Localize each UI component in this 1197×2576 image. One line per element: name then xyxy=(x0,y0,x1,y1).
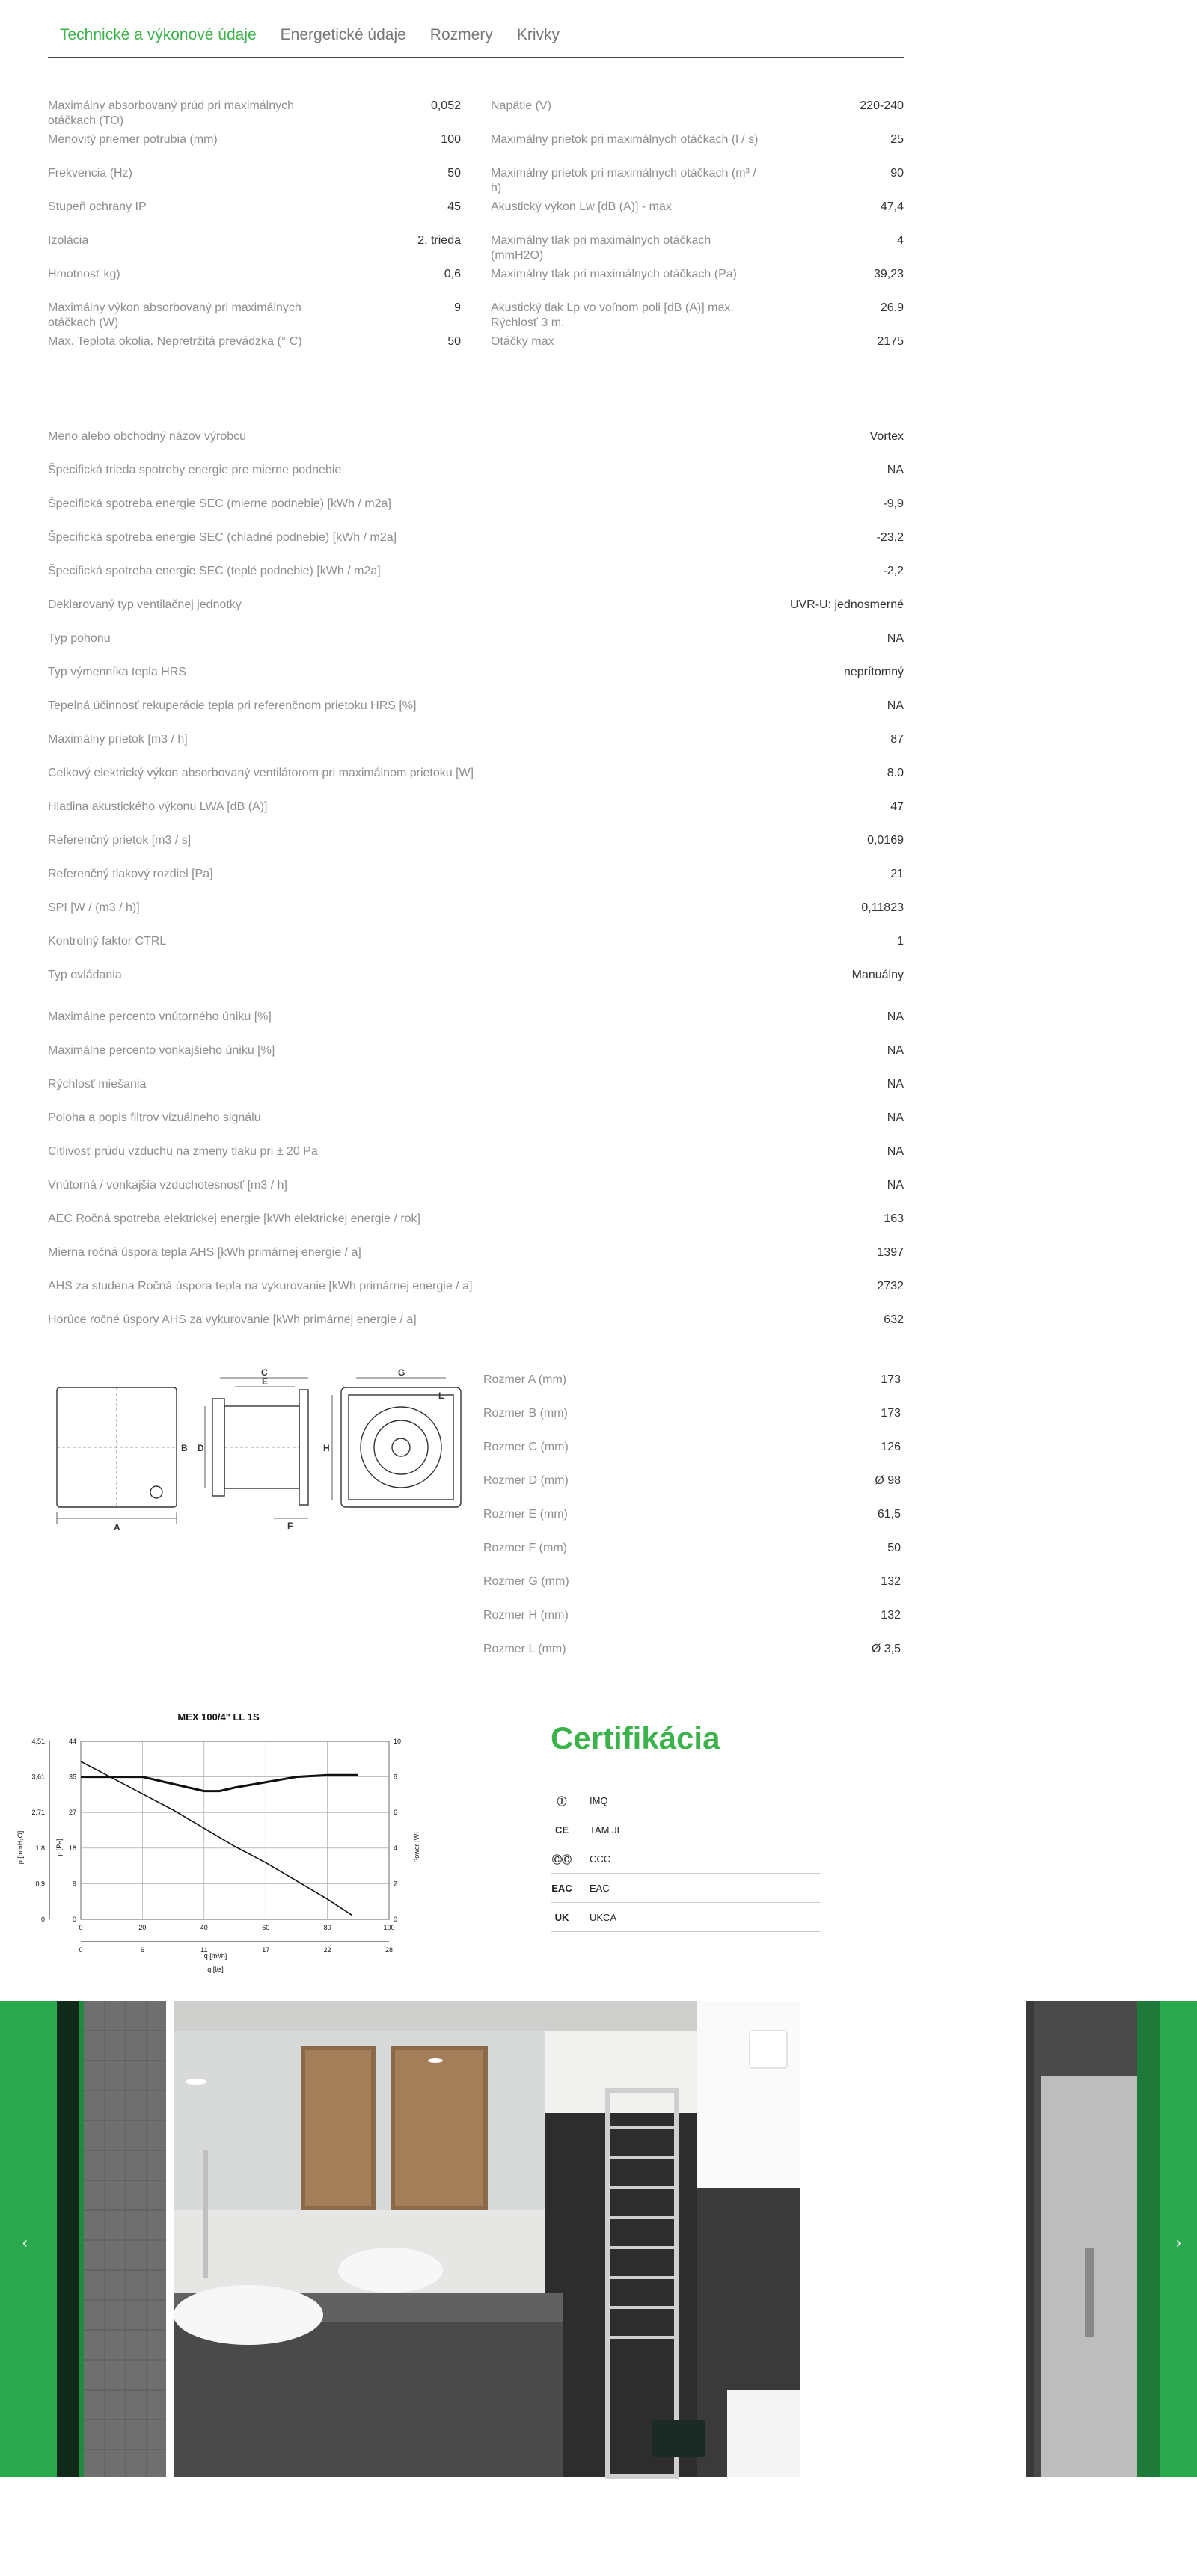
dimension-row-label: Rozmer H (mm) xyxy=(483,1609,569,1622)
spec-row xyxy=(48,267,461,301)
energy-row xyxy=(48,800,904,833)
y2-tick-label: 4 xyxy=(394,1844,398,1852)
dimension-row-label: Rozmer A (mm) xyxy=(483,1373,567,1386)
spec-row xyxy=(48,233,461,267)
energy-row xyxy=(48,699,904,732)
dimension-row-label: Rozmer B (mm) xyxy=(483,1407,568,1420)
energy-row xyxy=(48,1313,904,1346)
spec-row-label: Akustický tlak Lp vo voľnom poli [dB (A)] max. Rýchlosť 3 m. xyxy=(491,301,734,329)
certification-label: IMQ xyxy=(590,1794,608,1806)
energy-row-label: Vnútorná / vonkajšia vzduchotesnosť [m3 / h] xyxy=(48,1179,287,1192)
y-mm-tick-label: 1,8 xyxy=(35,1844,45,1852)
energy-row-label: Maximálne percento vonkajšieho úniku [%] xyxy=(48,1044,275,1057)
tab-energy[interactable]: Energetické údaje xyxy=(280,26,406,43)
energy-row-value: NA xyxy=(887,464,904,476)
ukca-icon: UK xyxy=(554,1911,569,1923)
x2-axis-label: q [l/s] xyxy=(207,1966,224,1973)
spec-row-label: Napätie (V) xyxy=(491,99,551,112)
energy-row xyxy=(48,497,904,530)
x2-tick-label: 11 xyxy=(200,1946,208,1954)
gallery-image-right[interactable] xyxy=(1026,2001,1197,2477)
energy-row-label: Poloha a popis filtrov vizuálneho signálu xyxy=(48,1111,261,1124)
energy-row-value: -23,2 xyxy=(876,531,904,544)
dimension-row xyxy=(483,1473,901,1507)
certification-row xyxy=(551,1815,820,1844)
energy-row xyxy=(48,1279,904,1313)
energy-row xyxy=(48,530,904,564)
dimensions-table xyxy=(483,1373,901,1675)
tabs-bar xyxy=(48,13,904,58)
spec-row-label: Max. Teplota okolia. Nepretržitá prevádzka (° C) xyxy=(48,335,302,348)
energy-row xyxy=(48,1010,904,1043)
energy-row xyxy=(48,564,904,598)
y-mm-tick-label: 0 xyxy=(40,1916,45,1923)
spec-row xyxy=(48,301,461,334)
y2-tick-label: 6 xyxy=(394,1809,398,1817)
certification-label: UKCA xyxy=(590,1911,617,1923)
dimension-row-value: 132 xyxy=(881,1575,901,1588)
energy-row xyxy=(48,833,904,867)
x2-tick-label: 17 xyxy=(262,1946,270,1954)
energy-row xyxy=(48,1043,904,1077)
spec-row-value: 47,4 xyxy=(880,200,904,213)
energy-row-label: Meno alebo obchodný názov výrobcu xyxy=(48,430,247,443)
y2-tick-label: 8 xyxy=(394,1773,398,1781)
energy-row-label: AHS za studena Ročná úspora tepla na vykurovanie [kWh primárnej energie / a] xyxy=(48,1280,473,1292)
dimension-row-label: Rozmer L (mm) xyxy=(483,1643,566,1655)
spec-row-label: Menovitý priemer potrubia (mm) xyxy=(48,133,218,146)
spec-row-label: Stupeň ochrany IP xyxy=(48,200,147,213)
energy-row-label: Referenčný prietok [m3 / s] xyxy=(48,834,192,847)
plot-frame xyxy=(81,1741,389,1919)
energy-row-value: neprítomný xyxy=(843,666,904,678)
label-c: C xyxy=(261,1367,268,1378)
energy-row-label: Mierna ročná úspora tepla AHS [kWh primárnej energie / a] xyxy=(48,1246,361,1259)
dimension-row-label: Rozmer D (mm) xyxy=(483,1474,569,1487)
energy-row xyxy=(48,631,904,665)
spec-row xyxy=(491,99,904,132)
energy-row-value: -2,2 xyxy=(883,565,904,577)
gallery-image-left[interactable] xyxy=(0,2001,166,2477)
energy-row xyxy=(48,867,904,901)
y-mm-tick-label: 3,61 xyxy=(31,1773,45,1781)
y2-tick-label: 0 xyxy=(394,1916,398,1923)
spec-row-label: Maximálny prietok pri maximálnych otáčkach (l / s) xyxy=(491,133,759,146)
certification-row xyxy=(551,1874,820,1903)
y-mm-tick-label: 2,71 xyxy=(31,1809,45,1817)
spec-row-value: 220-240 xyxy=(860,99,904,112)
spec-row-value: 50 xyxy=(447,167,461,180)
label-f: F xyxy=(287,1521,293,1531)
energy-row-value: 87 xyxy=(890,733,904,746)
y-mm-tick-label: 4,51 xyxy=(31,1738,45,1745)
x-tick-label: 100 xyxy=(383,1924,395,1931)
energy-row-label: Deklarovaný typ ventilačnej jednotky xyxy=(48,598,242,611)
certification-label: CCC xyxy=(590,1853,611,1865)
x2-tick-label: 0 xyxy=(79,1946,83,1954)
energy-row-label: Referenčný tlakový rozdiel [Pa] xyxy=(48,868,213,880)
spec-row xyxy=(491,132,904,166)
energy-row-value: UVR-U: jednosmerné xyxy=(789,598,904,611)
energy-row xyxy=(48,463,904,497)
spec-row-label: Maximálny výkon absorbovaný pri maximálnych otáčkach (W) xyxy=(48,301,301,329)
y2-tick-label: 2 xyxy=(394,1880,398,1888)
spec-row-value: 90 xyxy=(890,167,904,180)
chart-title: MEX 100/4" LL 1S xyxy=(177,1711,260,1723)
label-d: D xyxy=(198,1443,204,1453)
energy-row-value: 1397 xyxy=(877,1246,904,1259)
spec-row xyxy=(48,334,461,368)
spec-row-value: 9 xyxy=(454,301,461,314)
x-tick-label: 60 xyxy=(262,1924,270,1931)
energy-row-value: 0,0169 xyxy=(867,834,904,847)
y2-tick-label: 10 xyxy=(394,1738,402,1745)
performance-chart xyxy=(0,1705,419,1975)
energy-row-value: 163 xyxy=(884,1212,904,1225)
energy-row-label: Typ pohonu xyxy=(48,632,111,645)
spec-row-label: Akustický výkon Lw [dB (A)] - max xyxy=(491,200,672,213)
x-axis-label: q [m³/h] xyxy=(203,1952,227,1960)
energy-row-value: NA xyxy=(887,1179,904,1192)
certification-list xyxy=(551,1786,820,1932)
spec-row-label: Frekvencia (Hz) xyxy=(48,167,132,180)
energy-row-value: 1 xyxy=(897,935,904,948)
energy-row xyxy=(48,1144,904,1178)
spec-row-label: Maximálny tlak pri maximálnych otáčkach (Pa) xyxy=(491,268,737,280)
label-h: H xyxy=(323,1443,330,1453)
gallery-prev-icon[interactable]: ‹ xyxy=(22,2235,28,2251)
energy-row-label: Špecifická trieda spotreby energie pre mierne podnebie xyxy=(48,464,342,476)
tab-curves[interactable]: Krivky xyxy=(516,26,560,43)
dimension-row xyxy=(483,1642,901,1675)
energy-row-value: NA xyxy=(887,632,904,645)
energy-row-label: Celkový elektrický výkon absorbovaný ventilátorom pri maximálnom prietoku [W] xyxy=(48,767,474,779)
spec-row-value: 0,052 xyxy=(430,99,461,112)
fan-product xyxy=(750,2031,787,2068)
energy-row-value: NA xyxy=(887,1111,904,1124)
label-l: L xyxy=(438,1390,444,1401)
spec-row xyxy=(491,334,904,368)
energy-row xyxy=(48,1178,904,1212)
energy-row-value: 2732 xyxy=(877,1280,904,1292)
image-gallery xyxy=(0,2001,1197,2477)
x-tick-label: 80 xyxy=(323,1924,331,1931)
energy-row-label: SPI [W / (m3 / h)] xyxy=(48,901,140,914)
label-g: G xyxy=(398,1367,405,1378)
tab-dimensions[interactable]: Rozmery xyxy=(429,26,493,43)
energy-row-label: Rýchlosť miešania xyxy=(48,1078,147,1091)
spec-row xyxy=(48,166,461,200)
energy-row-value: Manuálny xyxy=(851,969,904,981)
ce-icon: CE xyxy=(554,1824,569,1836)
dimension-row xyxy=(483,1608,901,1642)
gallery-image-main[interactable] xyxy=(174,2001,800,2477)
x-tick-label: 20 xyxy=(138,1924,147,1931)
dimension-row xyxy=(483,1541,901,1574)
energy-row xyxy=(48,429,904,463)
dimension-row xyxy=(483,1373,901,1406)
dimension-row-value: 126 xyxy=(881,1441,901,1453)
dimension-row xyxy=(483,1507,901,1541)
dimension-row-value: 61,5 xyxy=(877,1508,901,1521)
spec-row xyxy=(491,166,904,200)
y-tick-label: 18 xyxy=(68,1844,76,1852)
dimension-row-value: Ø 98 xyxy=(875,1474,901,1487)
label-a: A xyxy=(114,1522,120,1533)
label-e: E xyxy=(262,1376,269,1387)
certification-row xyxy=(551,1844,820,1874)
energy-row xyxy=(48,732,904,766)
energy-row-label: Typ ovládania xyxy=(48,969,122,981)
energy-row xyxy=(48,1245,904,1279)
energy-row xyxy=(48,901,904,934)
imq-icon: Ⓘ xyxy=(557,1795,567,1807)
dimension-row-value: Ø 3,5 xyxy=(871,1643,901,1655)
dimension-row xyxy=(483,1440,901,1473)
x2-tick-label: 22 xyxy=(323,1946,331,1954)
energy-row-value: -9,9 xyxy=(883,497,904,510)
spec-row xyxy=(491,301,904,334)
dimension-drawing xyxy=(48,1369,467,1548)
spec-row xyxy=(48,99,461,132)
energy-row-label: Kontrolný faktor CTRL xyxy=(48,935,167,948)
spec-row-label: Otáčky max xyxy=(491,335,554,348)
energy-row-value: 8.0 xyxy=(887,767,904,779)
y-tick-label: 35 xyxy=(68,1773,76,1781)
spec-row-value: 45 xyxy=(447,200,461,213)
x-tick-label: 0 xyxy=(79,1924,83,1931)
dimension-row-label: Rozmer C (mm) xyxy=(483,1441,569,1453)
energy-row-label: Tepelná účinnosť rekuperácie tepla pri referenčnom prietoku HRS [%] xyxy=(48,699,417,712)
dimension-row xyxy=(483,1574,901,1608)
spec-row-label: Maximálny absorbovaný prúd pri maximálnych otáčkach (TO) xyxy=(48,99,295,127)
spec-row-value: 2175 xyxy=(877,335,904,348)
dimension-row-value: 173 xyxy=(881,1373,901,1386)
certification-title: Certifikácia xyxy=(551,1720,720,1755)
energy-row-label: Horúce ročné úspory AHS za vykurovanie [kWh primárnej energie / a] xyxy=(48,1313,417,1326)
certification-row xyxy=(551,1903,820,1932)
energy-row-label: Maximálne percento vnútorného úniku [%] xyxy=(48,1011,272,1023)
energy-row xyxy=(48,1212,904,1245)
dimension-row-label: Rozmer E (mm) xyxy=(483,1508,568,1521)
energy-row-label: Typ výmenníka tepla HRS xyxy=(48,666,186,678)
spec-row-value: 25 xyxy=(890,133,904,146)
energy-row-label: AEC Ročná spotreba elektrickej energie [kWh elektrickej energie / rok] xyxy=(48,1212,420,1225)
label-b: B xyxy=(181,1443,188,1453)
gallery-next-icon[interactable]: › xyxy=(1176,2235,1181,2251)
energy-row xyxy=(48,665,904,699)
x2-tick-label: 28 xyxy=(385,1946,394,1954)
energy-row-label: Hladina akustického výkonu LWA [dB (A)] xyxy=(48,800,268,813)
energy-row xyxy=(48,934,904,968)
dimension-row xyxy=(483,1406,901,1440)
energy-row-value: NA xyxy=(887,1078,904,1091)
x-tick-label: 40 xyxy=(200,1924,208,1931)
certification-row xyxy=(551,1786,820,1815)
spec-row-value: 39,23 xyxy=(873,268,904,280)
dimension-row-label: Rozmer G (mm) xyxy=(483,1575,569,1588)
spec-row xyxy=(48,200,461,233)
x2-tick-label: 6 xyxy=(140,1946,144,1954)
energy-row-label: Špecifická spotreba energie SEC (mierne podnebie) [kWh / m2a] xyxy=(48,497,391,510)
spec-row-label: Izolácia xyxy=(48,234,89,247)
spec-row-value: 4 xyxy=(897,234,904,247)
energy-row-label: Citlivosť prúdu vzduchu na zmeny tlaku pri ± 20 Pa xyxy=(48,1145,318,1158)
energy-row-value: 47 xyxy=(890,800,904,813)
energy-row-value: NA xyxy=(887,1145,904,1158)
spec-row xyxy=(491,233,904,267)
energy-row xyxy=(48,968,904,1002)
certification-label: TAM JE xyxy=(590,1824,624,1836)
spec-row xyxy=(491,200,904,233)
spec-row-value: 2. trieda xyxy=(417,234,461,247)
energy-row xyxy=(48,1111,904,1144)
technical-column-left xyxy=(48,99,461,368)
spec-row xyxy=(48,132,461,166)
ccc-icon: ⒸⒸ xyxy=(551,1853,572,1865)
energy-row xyxy=(48,1077,904,1111)
energy-data xyxy=(48,429,904,1346)
y-tick-label: 9 xyxy=(72,1880,76,1888)
certification-label: EAC xyxy=(590,1882,610,1894)
dimension-row-value: 132 xyxy=(881,1609,901,1622)
y-tick-label: 44 xyxy=(68,1738,76,1745)
spec-row xyxy=(491,267,904,301)
energy-row-value: NA xyxy=(887,1011,904,1023)
energy-row-label: Špecifická spotreba energie SEC (teplé podnebie) [kWh / m2a] xyxy=(48,565,381,577)
y2-axis-label: Power [W] xyxy=(413,1832,420,1863)
technical-column-right xyxy=(491,99,904,368)
y-axis-label-mm: p [mmH₂O] xyxy=(16,1830,24,1865)
energy-row-value: 0,11823 xyxy=(861,901,904,914)
eac-icon: EAC xyxy=(551,1882,572,1894)
y-tick-label: 0 xyxy=(72,1916,76,1923)
energy-row-value: 21 xyxy=(890,868,904,880)
spec-row-value: 100 xyxy=(441,133,461,146)
technical-data xyxy=(48,99,904,368)
series-line-pressure xyxy=(81,1761,352,1916)
energy-row-value: Vortex xyxy=(869,430,904,443)
spec-row-value: 26.9 xyxy=(880,301,904,314)
spec-row-label: Maximálny tlak pri maximálnych otáčkach (mmH2O) xyxy=(491,234,711,262)
energy-row xyxy=(48,766,904,800)
dimension-row-label: Rozmer F (mm) xyxy=(483,1542,567,1554)
dimension-row-value: 50 xyxy=(887,1542,901,1554)
spec-row-value: 50 xyxy=(447,335,461,348)
y-axis-label: p [Pa] xyxy=(55,1839,63,1856)
energy-row-value: NA xyxy=(887,1044,904,1057)
dimension-row-value: 173 xyxy=(881,1407,901,1420)
spec-row-label: Maximálny prietok pri maximálnych otáčkach (m³ / h) xyxy=(491,167,756,194)
spec-row-value: 0,6 xyxy=(444,268,461,280)
energy-row-value: NA xyxy=(887,699,904,712)
spec-row-label: Hmotnosť kg) xyxy=(48,268,120,280)
y-tick-label: 27 xyxy=(68,1809,76,1817)
energy-row-label: Špecifická spotreba energie SEC (chladné podnebie) [kWh / m2a] xyxy=(48,531,397,544)
energy-row-value: 632 xyxy=(884,1313,904,1326)
y-mm-tick-label: 0,9 xyxy=(35,1880,45,1888)
energy-row xyxy=(48,598,904,631)
certification-section xyxy=(551,1720,820,1932)
energy-row-label: Maximálny prietok [m3 / h] xyxy=(48,733,188,746)
tab-technical[interactable]: Technické a výkonové údaje xyxy=(60,26,257,43)
